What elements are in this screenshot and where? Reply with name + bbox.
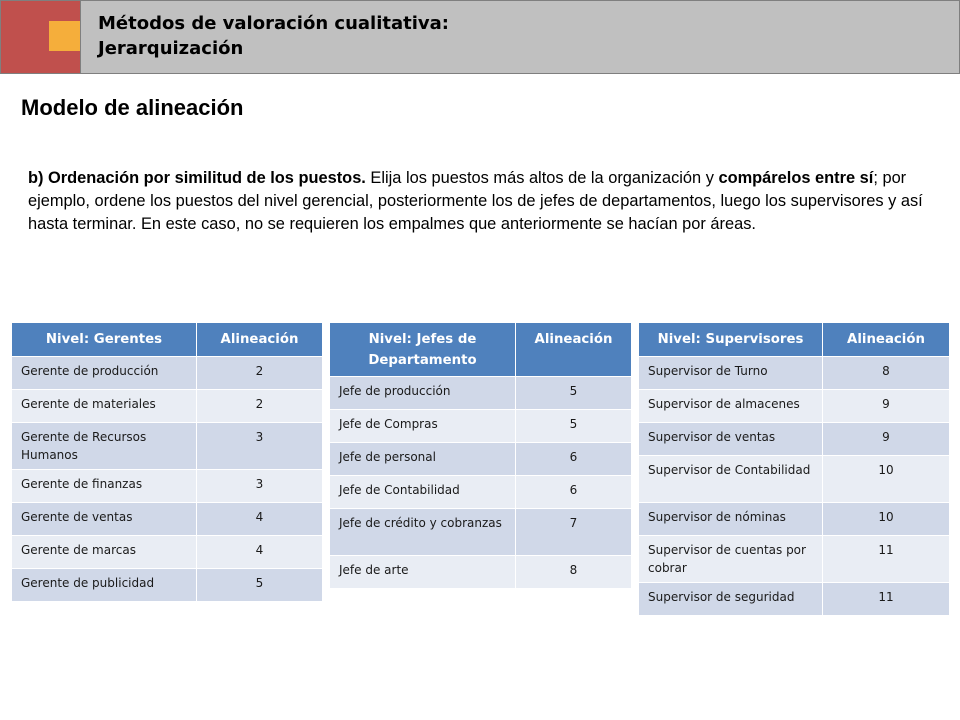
table-row [12, 536, 323, 569]
table-row [12, 357, 323, 390]
job-title-cell: Jefe de Compras [330, 410, 516, 443]
job-title-cell: Jefe de crédito y cobranzas [330, 509, 516, 556]
alignment-value-cell: 8 [823, 357, 950, 390]
slide-title [98, 11, 918, 61]
column-header-level: Nivel: Supervisores [639, 323, 823, 357]
alignment-value-cell: 11 [823, 583, 950, 616]
alignment-value-cell: 9 [823, 390, 950, 423]
table-row [639, 503, 950, 536]
alignment-value-cell: 5 [197, 569, 323, 602]
paragraph-text-1: Elija los puestos más altos de la organización y [365, 169, 719, 187]
job-title-cell: Supervisor de almacenes [639, 390, 823, 423]
table-row [639, 390, 950, 423]
alignment-value-cell: 4 [197, 503, 323, 536]
table-row [639, 536, 950, 583]
table-row [639, 583, 950, 616]
table-row [12, 423, 323, 470]
column-header-alignment: Alineación [516, 323, 632, 377]
table-row [12, 569, 323, 602]
alignment-value-cell: 7 [516, 509, 632, 556]
table-row [12, 390, 323, 423]
job-title-cell: Supervisor de Turno [639, 357, 823, 390]
table-header-row [330, 323, 632, 377]
paragraph-bold-lead: b) Ordenación por similitud de los puestos. [28, 169, 366, 187]
alignment-value-cell: 2 [197, 390, 323, 423]
table-row [12, 503, 323, 536]
job-title-cell: Jefe de arte [330, 556, 516, 589]
table-supervisores [638, 322, 950, 616]
job-title-cell: Jefe de personal [330, 443, 516, 476]
table-row [330, 410, 632, 443]
job-title-cell: Supervisor de nóminas [639, 503, 823, 536]
table-header-row [12, 323, 323, 357]
job-title-cell: Supervisor de cuentas por cobrar [639, 536, 823, 583]
paragraph-text-2: ; por ejemplo, ordene los puestos del nivel gerencial, posteriormente los de jefes de departamentos, luego los supervisores y así hasta terminar. En este caso, no se requieren los empalmes que anteriormente se hacían por áreas. [28, 169, 923, 233]
table-gerentes [11, 322, 323, 602]
alignment-value-cell: 3 [197, 423, 323, 470]
table-header-row [639, 323, 950, 357]
job-title-cell: Gerente de publicidad [12, 569, 197, 602]
table-row [330, 443, 632, 476]
job-title-cell: Supervisor de Contabilidad [639, 456, 823, 503]
alignment-value-cell: 6 [516, 476, 632, 509]
alignment-value-cell: 2 [197, 357, 323, 390]
job-title-cell: Jefe de producción [330, 377, 516, 410]
column-header-level: Nivel: Jefes de Departamento [330, 323, 516, 377]
alignment-value-cell: 9 [823, 423, 950, 456]
slide-title-line1: Métodos de valoración cualitativa: [98, 13, 449, 34]
table-row [639, 357, 950, 390]
job-title-cell: Gerente de finanzas [12, 470, 197, 503]
table-row [12, 470, 323, 503]
table-row [639, 456, 950, 503]
table-row [330, 509, 632, 556]
alignment-value-cell: 8 [516, 556, 632, 589]
alignment-value-cell: 5 [516, 377, 632, 410]
alignment-value-cell: 6 [516, 443, 632, 476]
table-row [639, 423, 950, 456]
table-row [330, 377, 632, 410]
slide-header [0, 0, 960, 74]
job-title-cell: Jefe de Contabilidad [330, 476, 516, 509]
job-title-cell: Gerente de producción [12, 357, 197, 390]
column-header-level: Nivel: Gerentes [12, 323, 197, 357]
column-header-alignment: Alineación [197, 323, 323, 357]
job-title-cell: Gerente de marcas [12, 536, 197, 569]
column-header-alignment: Alineación [823, 323, 950, 357]
table-row [330, 556, 632, 589]
alignment-value-cell: 11 [823, 536, 950, 583]
alignment-value-cell: 10 [823, 503, 950, 536]
table-jefes [329, 322, 632, 589]
alignment-value-cell: 3 [197, 470, 323, 503]
job-title-cell: Gerente de ventas [12, 503, 197, 536]
body-paragraph [28, 167, 928, 236]
alignment-value-cell: 4 [197, 536, 323, 569]
table-row [330, 476, 632, 509]
job-title-cell: Supervisor de seguridad [639, 583, 823, 616]
slide-title-line2: Jerarquización [98, 38, 244, 59]
job-title-cell: Supervisor de ventas [639, 423, 823, 456]
logo-orange-square [49, 21, 80, 51]
job-title-cell: Gerente de materiales [12, 390, 197, 423]
paragraph-bold-compare: compárelos entre sí [718, 169, 874, 187]
section-title: Modelo de alineación [21, 95, 244, 120]
job-title-cell: Gerente de Recursos Humanos [12, 423, 197, 470]
alignment-value-cell: 5 [516, 410, 632, 443]
alignment-value-cell: 10 [823, 456, 950, 503]
